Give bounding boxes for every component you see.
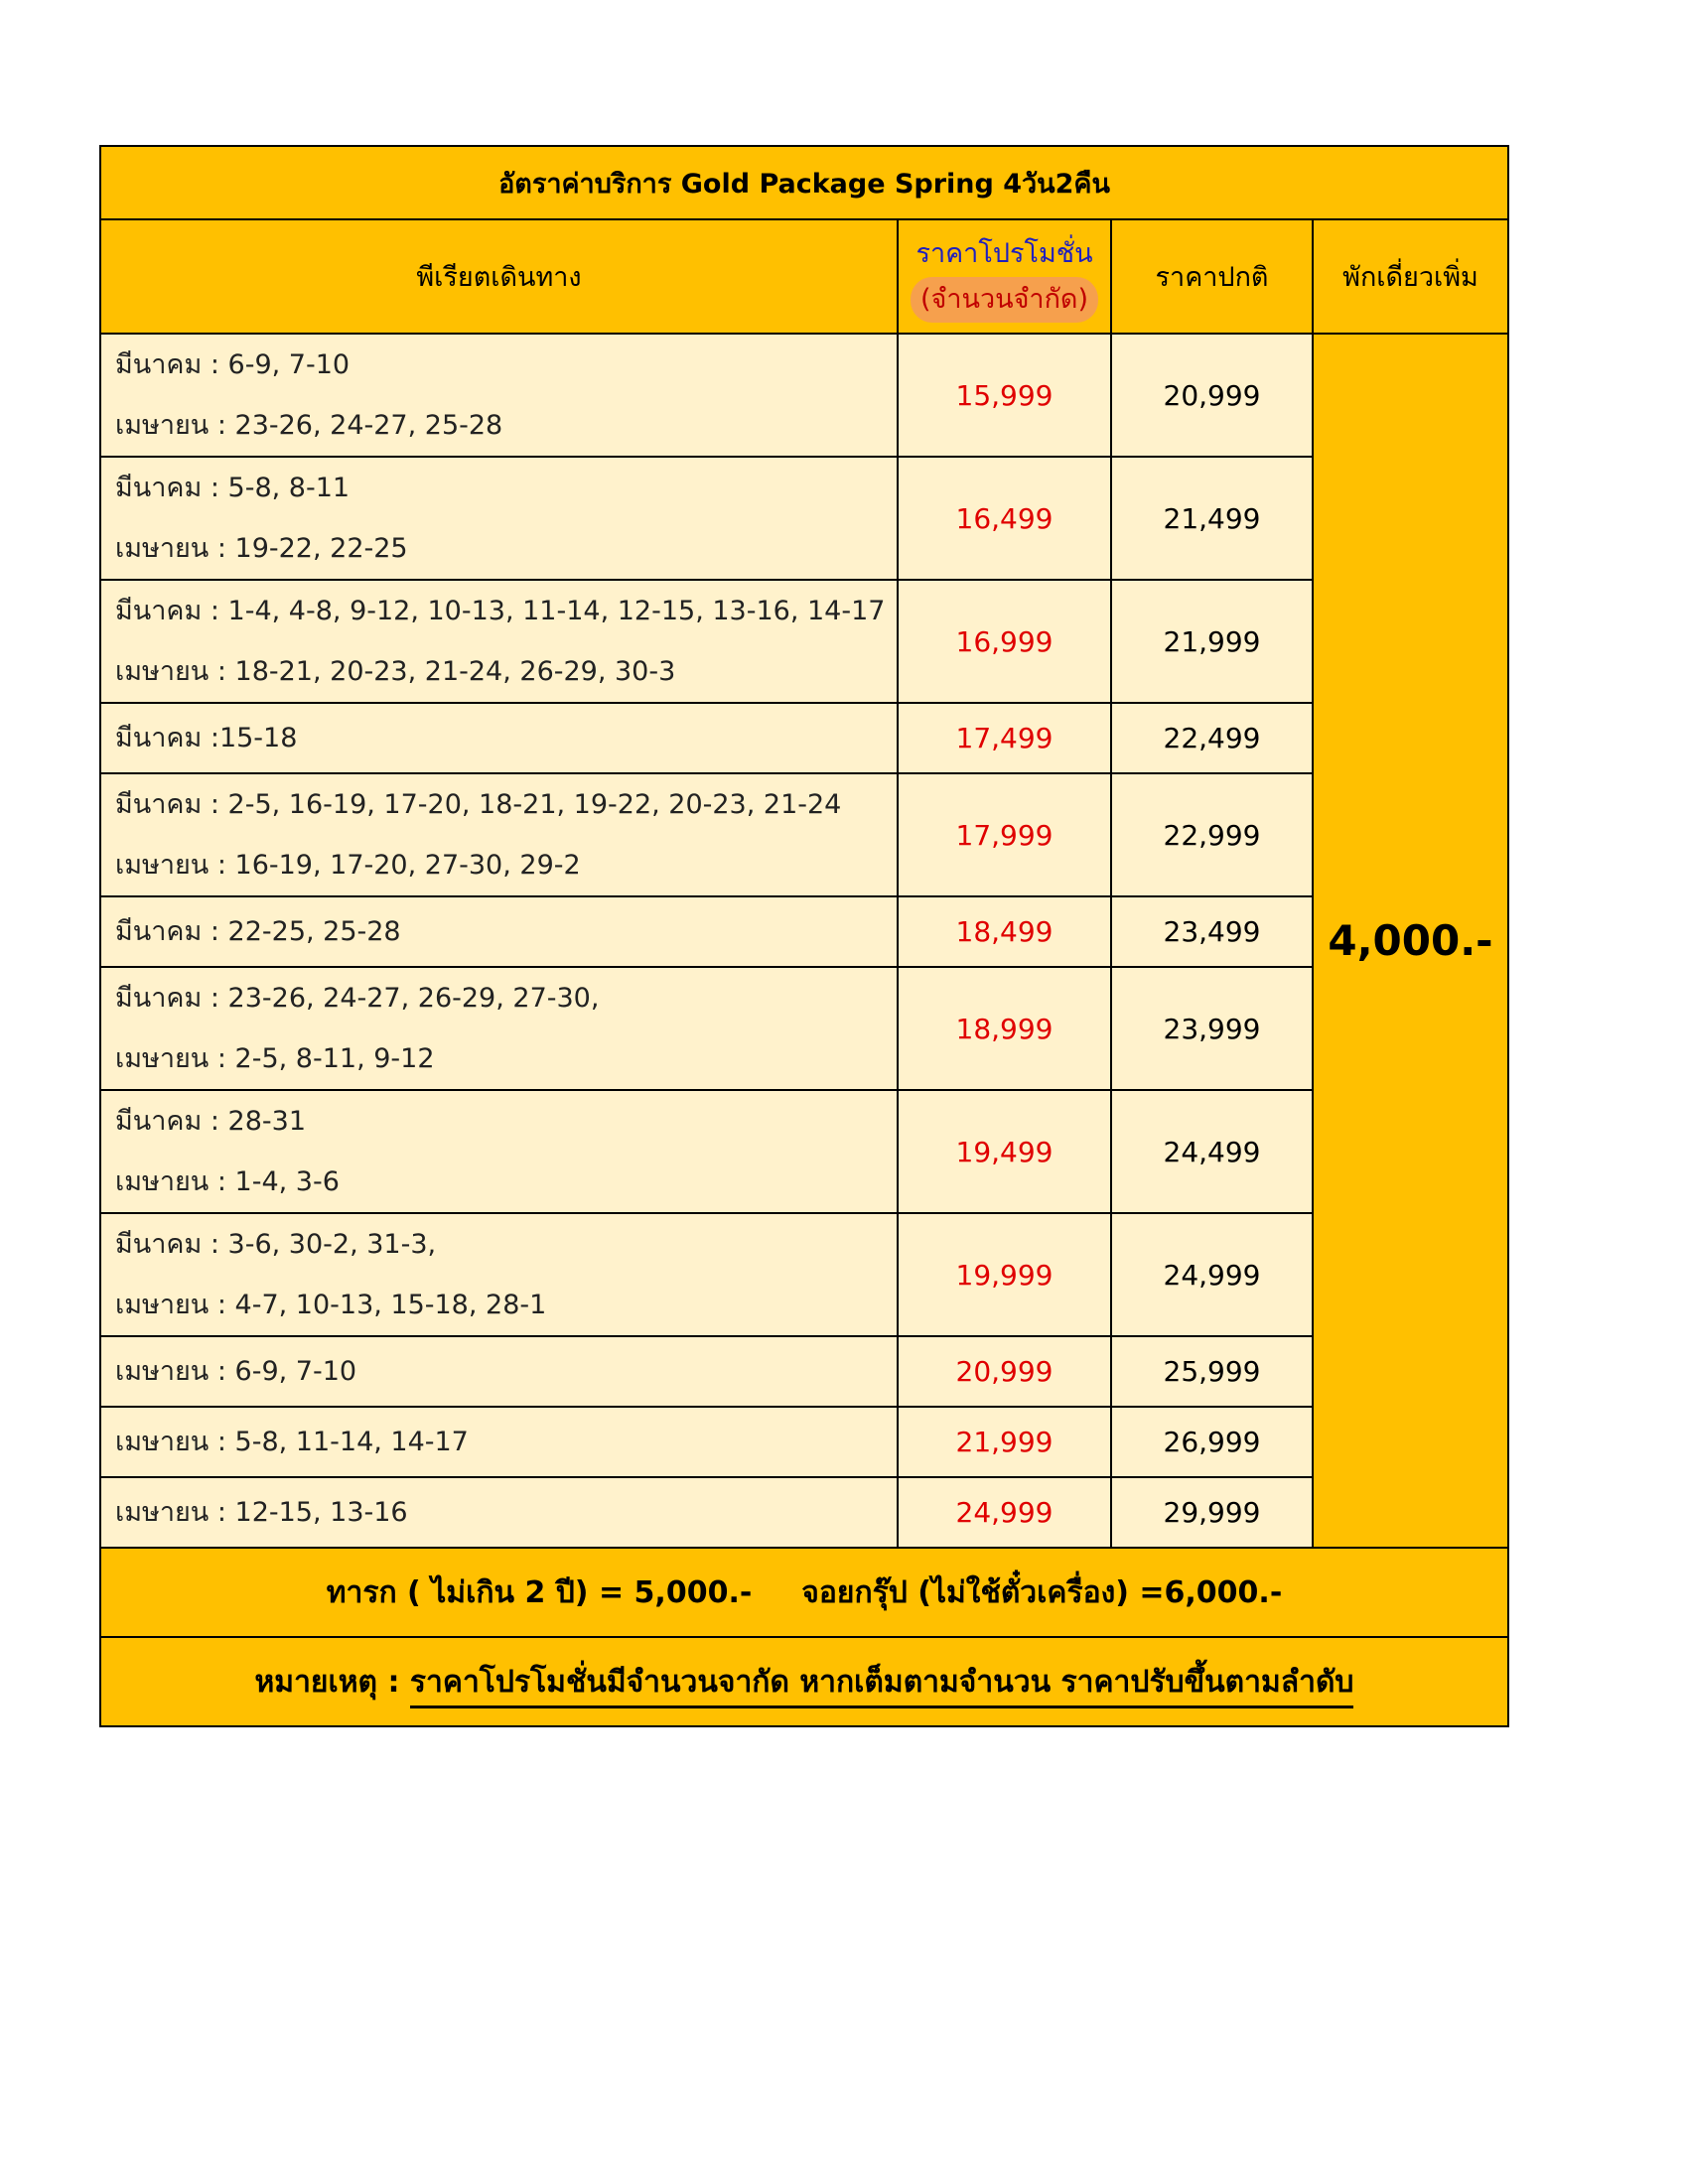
infant-price: ทารก ( ไม่เกิน 2 ปี) = 5,000.-: [326, 1574, 753, 1610]
period-cell: [100, 1090, 898, 1213]
period-line: มีนาคม : 1-4, 4-8, 9-12, 10-13, 11-14, 12-15, 13-16, 14-17: [115, 596, 886, 626]
normal-price: 23,999: [1111, 967, 1313, 1090]
table-title: อัตราค่าบริการ Gold Package Spring 4วัน2คืน: [100, 146, 1508, 219]
table-row: [100, 1477, 1508, 1548]
period-cell: [100, 703, 898, 773]
table-row: [100, 457, 1508, 580]
promo-price: 16,499: [898, 457, 1111, 580]
note-label: หมายเหตุ :: [254, 1664, 400, 1700]
promo-price: 18,499: [898, 896, 1111, 967]
normal-price: 23,499: [1111, 896, 1313, 967]
normal-price: 22,999: [1111, 773, 1313, 896]
table-row: [100, 773, 1508, 896]
period-line: เมษายน : 12-15, 13-16: [115, 1497, 408, 1528]
period-cell: [100, 896, 898, 967]
header-promo-limited-badge: (จำนวนจำกัด): [911, 277, 1098, 323]
period-cell: [100, 334, 898, 457]
period-line: มีนาคม : 2-5, 16-19, 17-20, 18-21, 19-22, 20-23, 21-24: [115, 789, 842, 820]
period-line: มีนาคม : 23-26, 24-27, 26-29, 27-30,: [115, 983, 600, 1014]
period-line: เมษายน : 19-22, 22-25: [115, 533, 408, 564]
header-promo-label: ราคาโปรโมชั่น: [915, 237, 1093, 269]
table-row: [100, 1336, 1508, 1407]
period-line: เมษายน : 4-7, 10-13, 15-18, 28-1: [115, 1290, 547, 1320]
header-period: พีเรียตเดินทาง: [100, 219, 898, 334]
table-row: [100, 896, 1508, 967]
footer-extra-prices: [100, 1548, 1508, 1637]
period-line: เมษายน : 16-19, 17-20, 27-30, 29-2: [115, 850, 581, 881]
period-line: มีนาคม : 28-31: [115, 1106, 306, 1137]
table-row: [100, 967, 1508, 1090]
promo-price: 16,999: [898, 580, 1111, 703]
single-supplement-price: 4,000.-: [1313, 334, 1508, 1548]
normal-price: 24,999: [1111, 1213, 1313, 1336]
note-text: ราคาโปรโมชั่นมีจำนวนจากัด หากเต็มตามจำนวน ราคาปรับขึ้นตามลำดับ: [410, 1665, 1354, 1708]
period-cell: [100, 1477, 898, 1548]
normal-price: 21,499: [1111, 457, 1313, 580]
period-line: เมษายน : 5-8, 11-14, 14-17: [115, 1427, 469, 1457]
normal-price: 24,499: [1111, 1090, 1313, 1213]
promo-price: 21,999: [898, 1407, 1111, 1477]
table-row: [100, 1090, 1508, 1213]
period-cell: [100, 457, 898, 580]
period-line: เมษายน : 2-5, 8-11, 9-12: [115, 1043, 435, 1074]
period-line: มีนาคม :15-18: [115, 723, 298, 753]
promo-price: 17,499: [898, 703, 1111, 773]
price-table: [99, 145, 1509, 1727]
promo-price: 15,999: [898, 334, 1111, 457]
normal-price: 20,999: [1111, 334, 1313, 457]
header-single-supplement: พักเดี่ยวเพิ่ม: [1313, 219, 1508, 334]
period-line: เมษายน : 23-26, 24-27, 25-28: [115, 410, 503, 441]
header-promo: [898, 219, 1111, 334]
table-row: [100, 1407, 1508, 1477]
table-row: [100, 334, 1508, 457]
footer-note: [100, 1637, 1508, 1726]
period-cell: [100, 967, 898, 1090]
promo-price: 18,999: [898, 967, 1111, 1090]
table-row: [100, 1213, 1508, 1336]
promo-price: 17,999: [898, 773, 1111, 896]
table-row: [100, 580, 1508, 703]
period-line: เมษายน : 1-4, 3-6: [115, 1166, 340, 1197]
period-line: มีนาคม : 3-6, 30-2, 31-3,: [115, 1229, 437, 1260]
period-cell: [100, 580, 898, 703]
period-line: มีนาคม : 6-9, 7-10: [115, 349, 351, 380]
period-cell: [100, 773, 898, 896]
normal-price: 29,999: [1111, 1477, 1313, 1548]
period-cell: [100, 1336, 898, 1407]
period-line: มีนาคม : 22-25, 25-28: [115, 916, 401, 947]
promo-price: 20,999: [898, 1336, 1111, 1407]
joingroup-price: จอยกรุ๊ป (ไม่ใช้ตั๋วเครื่อง) =6,000.-: [801, 1574, 1283, 1610]
period-line: เมษายน : 6-9, 7-10: [115, 1356, 357, 1387]
normal-price: 22,499: [1111, 703, 1313, 773]
normal-price: 25,999: [1111, 1336, 1313, 1407]
normal-price: 21,999: [1111, 580, 1313, 703]
promo-price: 19,499: [898, 1090, 1111, 1213]
promo-price: 24,999: [898, 1477, 1111, 1548]
promo-price: 19,999: [898, 1213, 1111, 1336]
table-row: [100, 703, 1508, 773]
period-line: มีนาคม : 5-8, 8-11: [115, 473, 351, 503]
period-cell: [100, 1213, 898, 1336]
period-cell: [100, 1407, 898, 1477]
normal-price: 26,999: [1111, 1407, 1313, 1477]
period-line: เมษายน : 18-21, 20-23, 21-24, 26-29, 30-3: [115, 656, 676, 687]
header-normal: ราคาปกติ: [1111, 219, 1313, 334]
